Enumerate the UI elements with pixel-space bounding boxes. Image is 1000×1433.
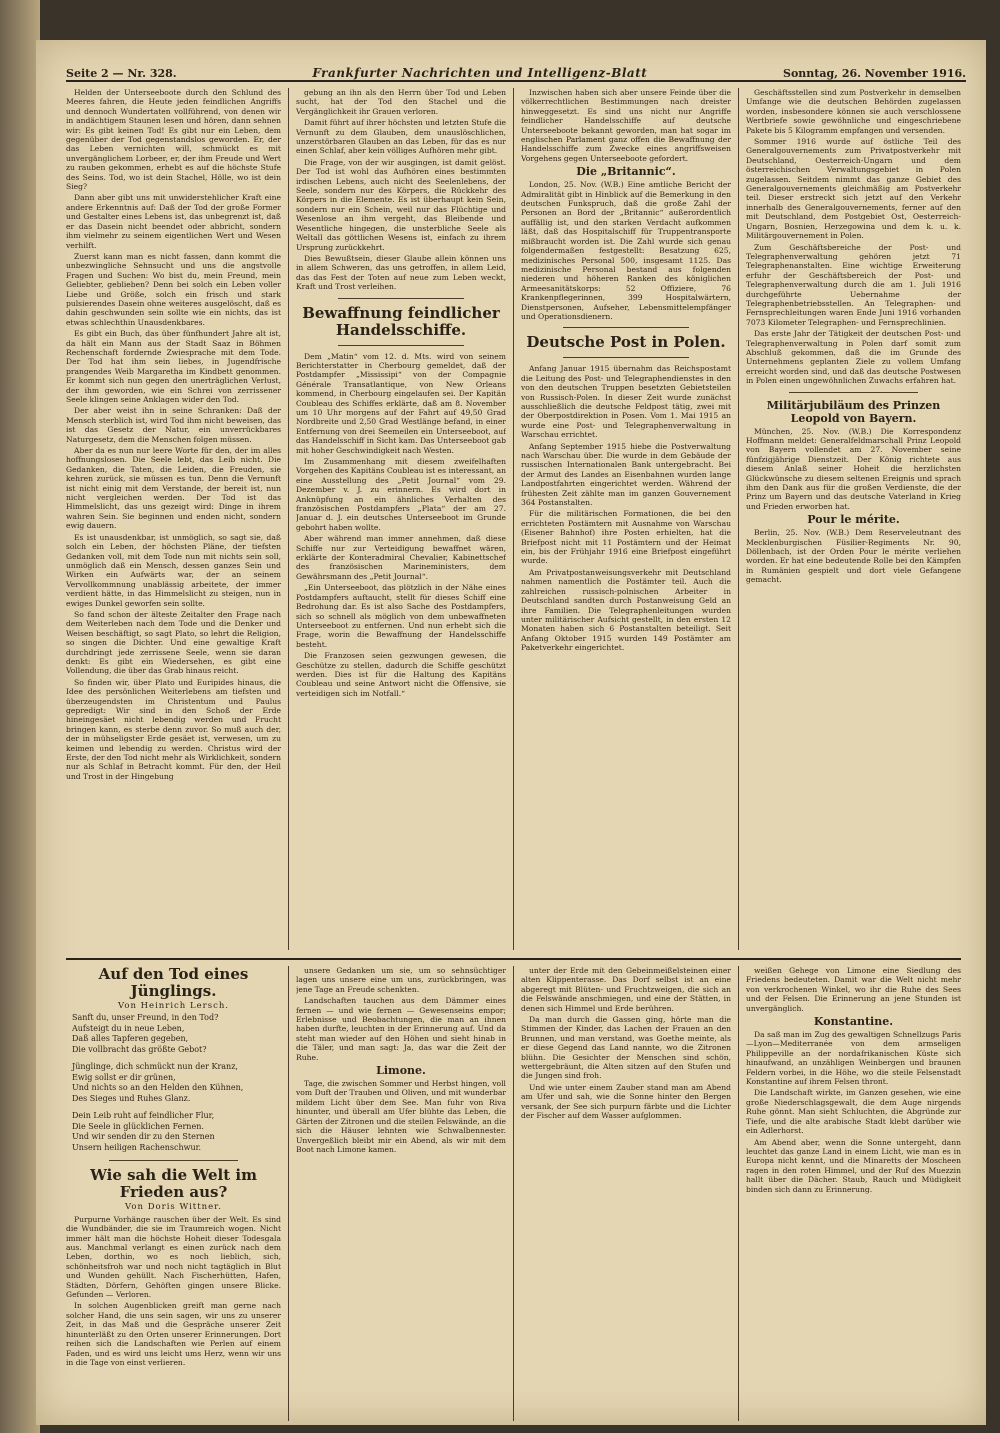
col2-paragraph-2: Damit führt auf ihrer höchsten und letzten Stufe die Vernunft zu dem Glauben, dem unauslöschlichen, unzerstörbaren Glauben an das Leben, für das es nur einen Schlaf, aber kein völliges Aufhören mehr gibt. <box>296 118 506 156</box>
column-rule <box>738 966 739 1421</box>
lower-col2-paragraph-2: Landschaften tauchen aus dem Dämmer eines fernen — und wie fernen — Gewesenseins empor; Erlebnisse und Beobachtungen, die man an ihnen haben durfte, leuchten in der Erinnerung auf. Und da steht man wieder auf den Höhen und sieht hinab in die Täler, und man sagt: Ja, das war die Zeit der Ruhe. <box>296 996 506 1062</box>
newspaper-title: Frankfurter Nachrichten und Intelligenz-Blatt <box>312 66 648 80</box>
poem-line: Sanft du, unser Freund, in den Tod? <box>72 1013 219 1023</box>
col4-paragraph-6: Berlin, 25. Nov. (W.B.) Dem Reserveleutnant des Mecklenburgischen Füsilier-Regiments Nr. 90, Döllenbach, ist der Orden Pour le mérite verliehen worden. Er hat eine bedeutende Rolle bei den Kämpfen in Rumänien gespielt und dort viele Gefangene gemacht. <box>746 528 961 585</box>
poem-line: Und nichts so an den Helden den Kühnen, <box>72 1083 244 1093</box>
section-divider <box>338 345 464 346</box>
lower-column-1 <box>66 966 281 1421</box>
col1-paragraph-8: So fand schon der älteste Zeitalter den Frage nach dem Weiterleben nach dem Tode und die Denker und Weisen beschäftigt, so sagt Plato, so lehrt die Religion, so singen die Dichter. Und eine gewaltige Kraft durchdringt jede zerrissene Seele, wenn sie daran denkt: Es gibt ein Wiedersehen, es gibt eine Vollendung, die über das Grab hinaus reicht. <box>66 609 281 676</box>
col3-paragraph-6: Am Privatpostanweisungsverkehr mit Deutschland nahmen namentlich die Postämter teil. Auch die zahlreichen russisch-polnischen Arbeiter in Deutschland sandten durch Postanweisung Geld an ihre Familien. Die Telegraphenleitungen wurden unter militärischer Aufsicht gestellt, in den ersten 12 Monaten haben sich 6 Postanstalten beteiligt. Seit Anfang Oktober 1915 wurden 149 Postämter am Paketverkehr eingerichtet. <box>521 567 731 653</box>
poem-author: Von Heinrich Lersch. <box>117 1001 230 1011</box>
subheading-limone: Limone. <box>376 1064 426 1078</box>
section-divider <box>563 357 689 358</box>
article-headline-pour-le-merite: Pour le mérite. <box>807 513 900 527</box>
col1-paragraph-9: So finden wir, über Plato und Euripides hinaus, die Idee des persönlichen Weiterlebens am tiefsten und überzeugendsten im Christentum und Paulus gepredigt: Wir sind in den Schoß der Erde hineingesäet nicht lebendig werden und Frucht bringen kann, es sterbe denn zuvor. So muß auch der, der in mühseligster Erde gesäet ist, verwesen, um zu keimen und lebendig zu werden. Christus wird der Erste, der den Tod nicht mehr als Wirklichkeit, sondern nur als Schlaf in Betracht kommt. Für den, der Heil und Trost in der Hingebung <box>66 677 281 781</box>
essay-paragraph-1: Purpurne Vorhänge rauschen über der Welt. Es sind die Wundbänder, die sie im Traumreich wogen. Nicht immer hält man die höchste Hoheit dieser Todesgala aus. Manchmal verlangt es einen zurück nach dem Leben, dorthin, wo es noch lieblich, sich, schönheitsfroh war und noch nicht tagtäglich in Blut und Wunden gehüllt. Nach Fischerhütten, Hafen, Städten, Dörfern, Gehöften gingen unsere Blicke. Gefunden — Verloren. <box>66 1214 281 1300</box>
lower-col2-paragraph-3: Tage, die zwischen Sommer und Herbst hingen, voll vom Duft der Trauben und Oliven, und mit wunderbar mildem Licht über dem See. Man fuhr von Riva hinunter, und überall am Ufer blühte das Leben, die Gärten der Zitronen und die steilen Felswände, an die sich die Häuser lehnten wie Schwalbennester. Unvergeßlich bleibt mir ein Abend, als wir mit dem Boot nach Limone kamen. <box>296 1079 506 1154</box>
poem-line: Dein Leib ruht auf feindlicher Flur, <box>72 1111 215 1121</box>
col4-paragraph-1: Geschäftsstellen sind zum Postverkehr in demselben Umfange wie die deutschen Behörden zugelassen worden, insbesondere können sie auch verschlossene Wertbriefe sowie gewöhnliche und eingeschriebene Pakete bis 5 Kilogramm empfangen und versenden. <box>746 88 961 135</box>
col4-paragraph-3: Zum Geschäftsbereiche der Post- und Telegraphenverwaltung gehören jetzt 71 Telegraphenanstalten. Eine wichtige Erweiterung erfuhr der Geschäftsbereich der Post- und Telegraphenverwaltung durch die am 1. Juli 1916 durchgeführte Uebernahme der Telegraphenbetriebsstellen. An Telegraphen- und Fernsprechleitungen waren Ende Juni 1916 vorhanden 7073 Kilometer Telegraphen- und Fernsprechlinien. <box>746 242 961 327</box>
essay-title: Wie sah die Welt im Frieden aus? <box>90 1166 257 1202</box>
poem-line: Daß alles Tapferen gegeben, <box>72 1034 189 1044</box>
lower-col4-paragraph-1: weißen Gehege von Limone eine Siedlung des Friedens bedeuteten. Damit war die Welt nicht mehr von verkrochenen Winkel, wo ihr die Ruhe des Sees und der Felsen. Die Erinnerung an jene Stunden ist unvergänglich. <box>746 966 961 1013</box>
col1-paragraph-3: Zuerst kann man es nicht fassen, dann kommt die unbezwingliche Sehnsucht und uns die angstvolle Fragen und Suchen: Wo bist du, mein Freund, mein Geliebter, geblieben? Denn bei solch ein Leben voller Liebe und Größe, solch ein frisch und stark pulsierendes Dasein ohne weiteres ausgelöscht, daß es dahin geschwunden sein sollte wie ein nichts, das ist etwas schlechthin Unausdenkbares. <box>66 251 281 327</box>
lower-col3-paragraph-3: Und wie unter einem Zauber stand man am Abend am Ufer und sah, wie die Sonne hinter den Bergen versank, der See sich purpurn färbte und die Lichter der Fischer auf dem Wasser aufglommen. <box>521 1082 731 1121</box>
col2-paragraph-5: Dem „Matin“ vom 12. d. Mts. wird von seinem Berichterstatter in Cherbourg gemeldet, daß der Postdampfer „Mississipi“ von der Compagnie Générale Transatlantique, von New Orleans kommend, in Cherbourg eingelaufen sei. Der Kapitän Coubleau des Schiffes erklärte, daß am 8. November um 10 Uhr morgens auf der Fahrt auf 49,50 Grad Nordbreite und 2,50 Grad Westlänge befand, in einer Entfernung von drei Seemeilen ein Unterseeboot, auf das Handelsschiff in Sicht kam. Das Unterseeboot gab mit hoher Geschwindigkeit nach Westen. <box>296 351 506 455</box>
upper-column-4 <box>746 88 961 950</box>
essay-author: Von Doris Wittner. <box>125 1202 222 1213</box>
lower-col4-paragraph-4: Am Abend aber, wenn die Sonne untergeht, dann leuchtet das ganze Land in einem Licht, wie man es in Europa nicht kennt, und die Minaretts der Moscheen ragen in den roten Himmel, und der Ruf des Muezzin hallt über die Dächer. Staub, Rauch und Müdigkeit binden sich dann zu Erinnerung. <box>746 1137 961 1194</box>
col4-paragraph-4: Das erste Jahr der Tätigkeit der deutschen Post- und Telegraphenverwaltung in Polen darf somit zum Abschluß gekommen, daß die im Grunde des Unternehmens geplanten Ziele zu vollem Umfang erreicht worden sind, und daß das deutsche Postwesen in Polen einen ungewöhnlichen Zuwachs erfahren hat. <box>746 329 961 386</box>
section-divider <box>109 1160 238 1161</box>
poem-line: Die vollbracht das größte Gebot? <box>72 1044 207 1054</box>
col2-paragraph-8: „Ein Unterseeboot, das plötzlich in der Nähe eines Postdampfers auftaucht, stellt für dieses Schiff eine Bedrohung dar. Es ist also Sache des Postdampfers, sich so schnell als möglich von dem unbewaffneten Unterseeboot zu entfernen. Und nun erhebt sich die Frage, worin die Bewaffnung der Handelsschiffe besteht. <box>296 583 506 649</box>
col1-paragraph-2: Dann aber gibt uns mit unwiderstehlicher Kraft eine andere Erkenntnis auf: Daß der Tod der große Former und Gestalter eines Lebens ist, das unbegrenzt ist, daß er das Dasein nicht beendet oder abbricht, sondern ihm vielmehr zu seinem eigentlichen Wert und Wesen verhilft. <box>66 193 281 250</box>
masthead <box>66 58 966 82</box>
poem-line: Ewig sollst er dir grünen, <box>72 1072 176 1082</box>
section-divider <box>563 327 689 328</box>
article-headline-britannic: Die „Britannic“. <box>576 165 676 179</box>
section-divider <box>338 298 464 299</box>
upper-column-2 <box>296 88 506 950</box>
col3-paragraph-3: Anfang Januar 1915 übernahm das Reichspostamt die Leitung des Post- und Telegraphendienstes in den von den deutschen Truppen besetzten Gebietsteilen von Russisch-Polen. In dieser Zeit wurde zunächst ausschließlich die deutsche Feldpost tätig, zwei mit der Oberpostdirektion in Posen. Vom 1. Mai 1915 an wurde eine Post- und Telegraphenverwaltung in Warschau errichtet. <box>521 364 731 440</box>
poem-line: Und wir senden dir zu den Sternen <box>72 1132 215 1142</box>
col4-paragraph-5: München, 25. Nov. (W.B.) Die Korrespondenz Hoffmann meldet: Generalfeldmarschall Prinz Leopold von Bayern vollendet am 27. November seine fünfzigjährige Dienstzeit. Der König richtete aus diesem Anlaß seiner Hoheit die herzlichsten Glückwünsche zu diesem seltenen Ereignis und sprach ihm den Dank aus für die großen Verdienste, die der Prinz um Bayern und das deutsche Vaterland in Krieg und Frieden erworben hat. <box>746 426 961 511</box>
col2-paragraph-7: Aber während man immer annehmen, daß diese Schiffe nur zur Verteidigung bewaffnet wären, erklärte der Konteradmiral Chevalier, Kabinettschef des französischen Marineministers, dem Gewährsmann des „Petit Journal“. <box>296 534 506 581</box>
lower-col4-paragraph-3: Die Landschaft wirkte, im Ganzen gesehen, wie eine große Niederschlagsgewalt, die dem Auge nirgends Ruhe gönnt. Man sieht Schluchten, die Abgründe zur Tiefe, und die alte arabische Stadt klebt darüber wie ein Adlerhorst. <box>746 1088 961 1136</box>
section-divider <box>789 392 918 393</box>
column-rule <box>288 966 289 1421</box>
lower-col2-paragraph-1: unsere Gedanken um sie, um so sehnsüchtiger lagen uns unsere eine um uns, zurückbringen, was jene Tage an Freude schenkten. <box>296 966 506 994</box>
col3-paragraph-2: London, 25. Nov. (W.B.) Eine amtliche Bericht der Admiralität gibt in Hinblick auf die Bemerkung in den deutschen Funkspruch, daß die große Zahl der Personen an Bord der „Britannic“ außerordentlich auffällig ist, und den starken Verdacht aufkommen läßt, daß das Hospitalschiff für Truppentransporte mißbraucht worden ist. Die Zahl wurde sich genau folgendermaßen festgestellt: Besatzung 625, medizinisches Personal 500, insgesamt 1125. Das medizinische Personal bestand aus folgenden niederen und höheren Ranken des königlichen Armeesanitätskorps: 52 Offiziere, 76 Krankenpflegerinnen, 399 Hospitalwärtern, Dienstpersonen, Aufseher, Lebensmittelempfänger und Operationsdienern. <box>521 180 731 321</box>
upper-column-1 <box>66 88 281 950</box>
col1-paragraph-5: Der aber weist ihn in seine Schranken: Daß der Mensch sterblich ist, wird Tod ihm nicht beweisen, das ist das Gesetz der Natur, ein unverrückbares Naturgesetz, dem die Menschen folgen müssen. <box>66 406 281 444</box>
poem-stanza-1 <box>66 1013 281 1055</box>
col3-paragraph-5: Für die militärischen Formationen, die bei den errichteten Postämtern mit Ausnahme von Warschau (Eisener Bahnhof) ihre Posten erhielten, hat die Briefpost nicht mit 11 Postämtern und der Heimat ein, bis der Frühjahr 1916 eine Briefpost eingeführt wurde. <box>521 509 731 566</box>
poem-line: Aufsteigt du in neue Leben, <box>72 1023 185 1033</box>
column-rule <box>288 88 289 950</box>
col1-paragraph-1: Helden der Unterseeboote durch den Schlund des Meeres fahren, die Heute jeden feindlichen Angriffs und dennoch Wundertaten vollführend, von denen wir in andächtigem Staunen lesen und hören, dann sehnen wir: Es gibt keinen Tod! Es gibt nur ein Leben, dem gegenüber der Tod gegenstandslos geworden. Er, der das Leben vernichten will, schmückt es mit unvergänglichem Lorbeer, er, der ihm Freude und Wert zu rauben gekommen, erhebt es auf die höchste Stufe des Seins. Tod, wo ist dein Stachel, Hölle, wo ist dein Sieg? <box>66 88 281 192</box>
article-headline-militaerjubilaeum: Militärjubiläum des Prinzen Leopold von Bayern. <box>766 398 941 425</box>
page-number: Seite 2 — Nr. 328. <box>66 67 177 80</box>
col2-paragraph-1: gebung an ihn als den Herrn über Tod und Leben sucht, hat der Tod den Stachel und die Vergänglichkeit ihr Grauen verloren. <box>296 88 506 116</box>
col1-paragraph-4: Es gibt ein Buch, das über fünfhundert Jahre alt ist, da hält ein Mann aus der Stadt Saaz in Böhmen Rechenschaft fordernde Zwiesprache mit dem Tode. Der Tod hat ihm sein liebes, in Jugendfrische prangendes Weib Margaretha im Kindbett genommen. Er kommt sich nun gegen den unerträglichen Verlust, der ihm geworden, wie ein Schrei von zerrissener Seele klingen seine Anklagen wider den Tod. <box>66 329 281 404</box>
col2-paragraph-3: Die Frage, von der wir ausgingen, ist damit gelöst. Der Tod ist wohl das Aufhören eines bestimmten irdischen Lebens, auch nicht des Seelenlebens, der Seele, sondern nur des Körpers, die Rückkehr des Körpers in die Elemente. Es ist überhaupt kein Sein, sondern nur ein Schein, weil nur das Flüchtige und Wesenlose an ihm vergeht, das Bleibende und Wesentliche hingegen, die unsterbliche Seele als Weltall das göttlichen Wesens ist, einfach zu ihrem Ursprung zurückkehrt. <box>296 157 506 252</box>
col3-paragraph-4: Anfang September 1915 hiebe die Postverwaltung nach Warschau über. Die wurde in dem Gebäude der russischen Internationalen Bank untergebracht. Bei der Armut des Landes an Eisenbahnen wurden lange Landpostfahrten eingerichtet werden. Während der frühesten Zeit zählte man im ganzen Gouvernement 364 Postanstalten. <box>521 441 731 508</box>
subheading-konstantine: Konstantine. <box>813 1015 894 1029</box>
poem-line: Die Seele in glücklichen Fernen. <box>72 1121 204 1131</box>
col3-paragraph-1: Inzwischen haben sich aber unsere Feinde über die völkerrechtlichen Bestimmungen nach dreister hinweggesetzt. Es sind uns nicht nur Angriffe feindlicher Handelsschiffe auf deutsche Unterseeboote bekannt geworden, man hat sogar im englischen Parlament ganz offen die Bewaffnung der Handelsschiffe zum Zwecke eines angriffsweisen Vorgehens gegen Unterseeboote gefordert. <box>521 88 731 163</box>
col2-paragraph-6: Im Zusammenhang mit diesem zweifelhaften Vorgehen des Kapitäns Coubleau ist es interessant, an eine Ausstellung des „Petit Journal“ vom 29. Dezember v. J. zu erinnern. Es wird dort in Anknüpfung an ein ähnliches Verhalten des französischen Postdampfers „Plata“ der am 27. Januar d. J. ein deutsches Unterseeboot im Grunde gebohrt haben wollte. <box>296 457 506 532</box>
poem-line: Unsern heiligen Rachenschwur. <box>72 1142 202 1152</box>
col1-paragraph-6: Aber da es nun nur leere Worte für den, der im alles hoffnungslosen. Die Seele lebt, das Leib nicht. Die Gedanken, die Taten, die Leiden, die Freuden, sie kehren zurück, sie müssen es tun. Denn die Vernunft ist nicht einig mit dem Verstande, der bereit ist, nun nicht vergleichen werden. Der Tod ist das Himmelslicht, das uns gezeigt wird: Dinge in ihrem wahren Sein. Sie beginnen und enden nicht, sondern ewig dauern. <box>66 446 281 531</box>
lower-col3-paragraph-1: unter der Erde mit den Gebeinmeißelsteinen einer alten Klippenterasse. Das Dorf selbst ist an eine abgeregt mit Blüten- und Fruchtzweigen, die sich an die Felswände anschmiegen, und eine der Stätten, in denen sich Himmel und Erde berühren. <box>521 966 731 1013</box>
column-rule <box>738 88 739 950</box>
lower-col4-paragraph-2: Da saß man im Zug des gewaltigen Schnellzugs Paris—Lyon—Mediterranée von dem armseligen Philippeville an der nordafrikanischen Küste sich hinaufwand, an unzähligen Weinbergen und braunen Feldern vorbei, in die Höhe, wo die steile Felsenstadt Konstantine auf ihrem Felsen thront. <box>746 1030 961 1087</box>
col2-paragraph-4: Dies Bewußtsein, dieser Glaube allein können uns in allem Schweren, das uns getroffen, in allem Leid, das das Fest der Toten auf neue zum Leben weckt, Kraft und Trost verleihen. <box>296 253 506 292</box>
column-rule <box>513 88 514 950</box>
column-rule <box>513 966 514 1421</box>
lower-column-2 <box>296 966 506 1421</box>
poem-stanza-3 <box>66 1111 281 1153</box>
poem-stanza-2 <box>66 1062 281 1104</box>
col4-paragraph-2: Sommer 1916 wurde auf östliche Teil des Generalgouvernements zum Privatpostverkehr mit Deutschland, Oesterreich-Ungarn und dem österreichischen Verwaltungsgebiet in Polen zugelassen. Seitdem nimmt das ganze Gebiet des Generalgouvernements gleichmäßig am Postverkehr teil. Dieser erstreckt sich jetzt auf den Verkehr innerhalb des Generalgouvernements, ferner auf den mit Deutschland, dem Postgebiet Ost, Oesterreich-Ungarn, Bosnien, Herzegowina und dem k. u. k. Militärgouvernement in Polen. <box>746 137 961 241</box>
scan-binding-edge <box>0 0 40 1433</box>
article-headline-bewaffnung: Bewaffnung feindlicher Handelsschiffe. <box>302 303 500 339</box>
lower-column-4 <box>746 966 961 1421</box>
lower-col3-paragraph-2: Da man durch die Gassen ging, hörte man die Stimmen der Kinder, das Lachen der Frauen an den Brunnen, und man verstand, was Goethe meinte, als er diese Gegend das Land nannte, wo die Zitronen blühn. Die Gesichter der Menschen sind schön, wettergebräunt, die Alten sitzen auf den Stufen und die Jungen sind froh. <box>521 1015 731 1081</box>
issue-date: Sonntag, 26. November 1916. <box>783 67 966 80</box>
feuilleton-separator <box>66 958 961 960</box>
poem-line: Jünglinge, dich schmückt nun der Kranz, <box>72 1062 238 1072</box>
newspaper-page <box>36 40 986 1425</box>
essay-paragraph-2: In solchen Augenblicken greift man gerne nach solcher Hand, die uns sein sagen, wir uns zu unserer Zeit, in das Maß und die Gespräche unserer Zeit hinunterläßt zu den Orten unserer Erinnerungen. Dort reihen sich die Landschaften wie Perlen auf einem Faden, und es wird uns leicht ums Herz, wenn wir uns in die Tage von einst verlieren. <box>66 1301 281 1367</box>
upper-column-3 <box>521 88 731 950</box>
col2-paragraph-9: Die Franzosen seien gezwungen gewesen, die Geschütze zu stellen, dadurch die Schiffe geschützt werden. Dies ist für die Haltung des Kapitäns Coubleau und seine Antwort nicht die Offensive, sie verteidigen sich im Notfall.“ <box>296 651 506 698</box>
col1-paragraph-7: Es ist unausdenkbar, ist unmöglich, so sagt sie, daß solch ein Leben, der höchsten Pläne, der tiefsten Gedanken voll, mit dem Tode nun mit nichts sein soll, unmöglich daß ein Mensch, dessen ganzes Sein und Wirken ein Aufwärts war, der an seinem Vervollkommnung unablässig arbeitete, der immer verdient hätte, in das Himmelslicht zu steigen, nun in ewiges Dunkel geworfen sein sollte. <box>66 532 281 608</box>
poem-line: Des Sieges und Ruhes Glanz. <box>72 1093 191 1103</box>
lower-column-3 <box>521 966 731 1421</box>
article-headline-post-polen: Deutsche Post in Polen. <box>526 333 726 352</box>
poem-title: Auf den Tod eines Jünglings. <box>98 966 249 1000</box>
